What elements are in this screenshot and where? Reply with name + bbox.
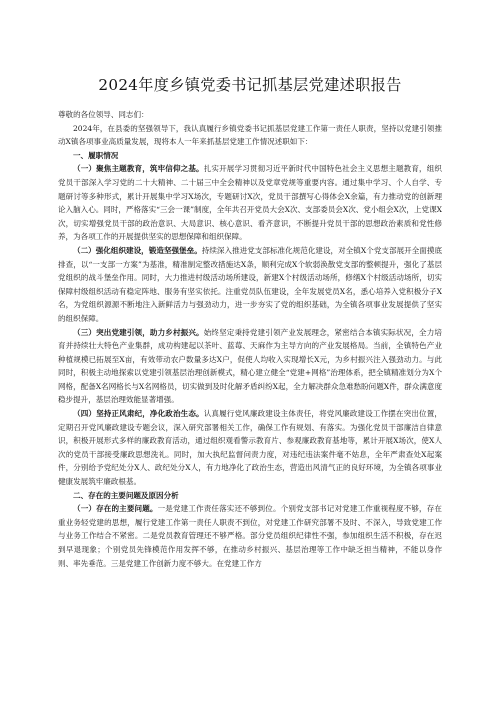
paragraph-text: 扎实开展学习贯彻习近平新时代中国特色社会主义思想主题教育，组织党员干部深入学习党的二十大精神、二十届三中全会精神以及党章党规等重要内容。通过集中学习、个人自学、专题研讨等多种形式，累计开展集中学习X场次，专题研讨X次，党员干部撰写心得体会X余篇，有力推动党的创新理论入脑入心。同时，严格落实“三会一课”制度，全年共召开党员大会X次、支部委员会X次、党小组会X次，上党课X次，切实增强党员干部的政治意识、大局意识、核心意识、看齐意识，不断提升党员干部的思想政治素质和党性修养，为各项工作的开展提供坚实的思想保障和组织保障。 xyxy=(58,164,442,242)
paragraph-text: 认真履行党风廉政建设主体责任，将党风廉政建设工作摆在突出位置，定期召开党风廉政建设专题会议，深入研究部署相关工作，确保工作有规划、有落实。为强化党员干部廉洁自律意识，积极开展形式多样的廉政教育活动，通过组织观看警示教育片、参观廉政教育基地等，累计开展X场次，使X人次的党员干部接受廉政思想洗礼。同时，加大执纪监督问责力度，对违纪违法案件毫不姑息，全年严肃查处X起案件，分别给予党纪处分X人、政纪处分X人，有力地净化了政治生态，营造出风清气正的良好环境，为全镇各项事业健康发展筑牢廉政根基。 xyxy=(58,409,442,487)
paragraph-text: 持续深入推进党支部标准化规范化建设，对全镇X个党支部展开全面摸底排查，以“一支部一方案”为基准，精准制定整改措施达X条，顺利完成X个软弱涣散党支部的整顿提升，强化了基层党组织的战斗堡垒作用。同时，大力推进村级活动场所建设，新建X个村级活动场所，修缮X个村级活动场所，切实保障村级组织活动有稳定阵地、服务有坚实依托。注重党员队伍建设，全年发展党员X名，悉心培养入党积极分子X名，为党组织源源不断地注入新鲜活力与强劲动力，进一步夯实了党的组织基础，为全镇各项事业发展提供了坚实的组织保障。 xyxy=(58,245,442,323)
section-heading-performance: 一、履职情况 xyxy=(73,150,119,160)
paragraph-rural-revitalization xyxy=(58,326,442,408)
paragraph-text: 始终坚定秉持党建引领产业发展理念，紧密结合本镇实际状况，全力培育并持续壮大特色产业集群，成功构建起以茶叶、蓝莓、天麻作为主导方向的产业发展格局。当前，全镇特色产业种植规模已拓展至X亩，有效带动农户数量多达X户，促使人均收入实现增长X元，为乡村振兴注入强劲动力。与此同时，积极主动地探索以党建引领基层治理创新模式，精心建立健全“党建+网格”治理体系，把全镇精准划分为X个网格，配备X名网格长与X名网格员，切实做到及时化解矛盾纠纷X起，全力解决群众急难愁盼问题X件，群众满意度稳步提升，基层治理效能显著增强。 xyxy=(58,327,442,405)
paragraph-lead: （二）强化组织建设，锻造坚强堡垒。 xyxy=(73,245,202,255)
paragraph-main-problems xyxy=(58,502,442,570)
report-title: 2024年度乡镇党委书记抓基层党建述职报告 xyxy=(98,76,402,94)
intro-paragraph: 2024年，在县委的坚强领导下，我认真履行乡镇党委书记抓基层党建工作第一责任人职责，坚持以党建引领推动X镇各项事业高质量发展，现将本人一年来抓基层党建工作情况述职如下： xyxy=(58,123,442,147)
report-body xyxy=(58,108,442,570)
paragraph-theme-education xyxy=(58,162,442,244)
paragraph-lead: （四）坚持正风肃纪，净化政治生态。 xyxy=(73,409,204,419)
paragraph-organization xyxy=(58,244,442,326)
paragraph-lead: （一）聚焦主题教育，筑牢信仰之基。 xyxy=(73,164,204,174)
paragraph-lead: （三）突出党建引领，助力乡村振兴。 xyxy=(73,327,204,337)
salutation: 尊敬的各位领导、同志们： xyxy=(58,110,149,119)
paragraph-discipline xyxy=(58,407,442,489)
section-heading-problems: 二、存在的主要问题及原因分析 xyxy=(73,490,179,500)
paragraph-text: 一是党建工作责任落实还不够到位。个别党支部书记对党建工作重视程度不够，存在重业务轻党建的思想，履行党建工作第一责任人职责不到位，对党建工作研究部署不及时、不深入，导致党建工作与业务工作结合不紧密。二是党员教育管理还不够严格。部分党员组织纪律性不强，参加组织生活不积极，存在迟到早退现象；个别党员先锋模范作用发挥不够，在推动乡村振兴、基层治理等工作中缺乏担当精神，不能以身作则、率先垂范。三是党建工作创新力度不够大。在党建工作方 xyxy=(58,504,442,568)
paragraph-lead: （一）存在的主要问题。 xyxy=(73,504,158,514)
